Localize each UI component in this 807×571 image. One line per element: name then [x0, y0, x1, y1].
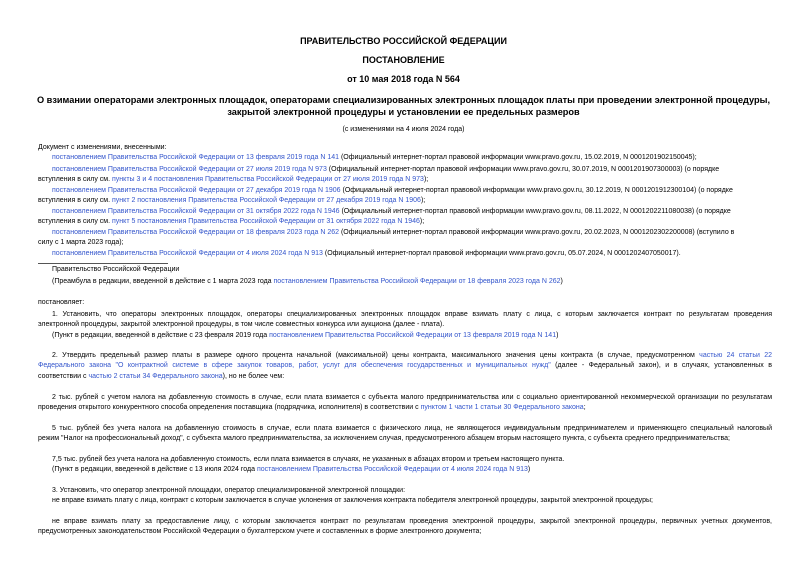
amendment-line: постановлением Правительства Российской Федерации от 13 февраля 2019 года N 141 (Официальный интернет-портал правовой информации www.pravo.gov.ru, 15.02.2019, N 0001201902150045);: [52, 154, 697, 161]
document-title-line2: закрытой электронной процедуры и установлении ее предельных размеров: [227, 107, 580, 117]
paragraph-7-line1: не вправе взимать плату за предоставление лицу, с которым заключается контракт по результатам проведения электронной процедуры, закрытой электронной процедуры, первичных учетных документов,: [52, 518, 772, 525]
amendment-line: постановлением Правительства Российской Федерации от 27 декабря 2019 года N 1906 (Официальный интернет-портал правовой информации www.pravo.gov.ru, 30.12.2019, N 0001201912300104) (о порядке: [52, 187, 733, 194]
government-label: Правительство Российской Федерации: [52, 266, 180, 273]
amendment-line-cont: вступления в силу см. пункт 2 постановления Правительства Российской Федерации от 27 декабря 2019 года N 1906);: [38, 197, 426, 204]
paragraph-1-line2: электронной процедуры, закрытой электронной процедуры, в том числе совместных конкурса или аукциона (далее - плата).: [38, 321, 445, 328]
amendment-line-cont: вступления в силу см. пункты 3 и 4 постановления Правительства Российской Федерации от 27 июля 2019 года N 973);: [38, 176, 429, 183]
federal-law-link[interactable]: Федерального закона "О контрактной системе в сфере закупок товаров, работ, услуг для обеспечения государственных и муниципальных нужд": [38, 362, 551, 369]
law-link[interactable]: частью 24 статьи 22: [699, 352, 772, 359]
paragraph-2-line2: Федерального закона "О контрактной системе в сфере закупок товаров, работ, услуг для обеспечения государственных и муниципальных нужд" (далее - Федеральный закон), и в случаях, установленных в: [38, 362, 772, 369]
document-type: ПОСТАНОВЛЕНИЕ: [362, 55, 445, 65]
preamble-note: (Преамбула в редакции, введенной в действие с 1 марта 2023 года постановлением Правительства Российской Федерации от 18 февраля 2023 года N 262): [52, 278, 563, 285]
amendment-line-cont: силу с 1 марта 2023 года);: [38, 239, 124, 246]
paragraph-4-line1: 5 тыс. рублей без учета налога на добавленную стоимость в случае, если плата взимается с физического лица, не являющегося индивидуальным предпринимателем и применяющего специальный налоговый: [52, 425, 772, 432]
paragraph-6-line2: не вправе взимать плату с лица, контракт с которым заключается в случае уклонения от заключения контракта победителя электронной процедуры, закрытой электронной процедуры;: [52, 497, 653, 504]
amendment-link[interactable]: пункт 2 постановления Правительства Российской Федерации от 27 декабря 2019 года N 1906: [112, 197, 421, 204]
paragraph-1-link[interactable]: постановлением Правительства Российской Федерации от 13 февраля 2019 года N 141: [269, 332, 557, 339]
paragraph-3-line2: проведения открытого конкурентного способа определения поставщика (подрядчика, исполнителя) в соответствии с пунктом 1 части 1 статьи 30 Федерального закона;: [38, 404, 586, 411]
amendment-line: постановлением Правительства Российской Федерации от 31 октября 2022 года N 1946 (Официальный интернет-портал правовой информации www.pravo.gov.ru, 08.11.2022, N 0001202211080038) (о порядке: [52, 208, 731, 215]
law-article-link[interactable]: пунктом 1 части 1 статьи 30 Федерального закона: [420, 404, 584, 411]
preamble-link[interactable]: постановлением Правительства Российской Федерации от 18 февраля 2023 года N 262: [273, 278, 561, 285]
paragraph-5-link[interactable]: постановлением Правительства Российской Федерации от 4 июля 2024 года N 913: [256, 466, 528, 473]
amendments-intro: Документ с изменениями, внесенными:: [38, 144, 167, 151]
paragraph-2-line1: 2. Утвердить предельный размер платы в размере одного процента начальной (максимальной) цены контракта, максимального значения цены контракта (в случае, предусмотренном частью 24 статьи 22: [52, 352, 772, 359]
government-heading: ПРАВИТЕЛЬСТВО РОССИЙСКОЙ ФЕДЕРАЦИИ: [300, 36, 507, 46]
document-title: [0, 94, 807, 118]
amendment-line: постановлением Правительства Российской Федерации от 18 февраля 2023 года N 262 (Официальный интернет-портал правовой информации www.pravo.gov.ru, 20.02.2023, N 0001202302200008) (вступило в: [52, 229, 735, 236]
amendment-link[interactable]: постановлением Правительства Российской Федерации от 18 февраля 2023 года N 262: [52, 229, 339, 236]
amendment-link[interactable]: постановлением Правительства Российской Федерации от 27 декабря 2019 года N 1906: [52, 187, 341, 194]
amendment-link[interactable]: постановлением Правительства Российской Федерации от 4 июля 2024 года N 913: [52, 250, 323, 257]
amendment-link[interactable]: постановлением Правительства Российской Федерации от 13 февраля 2019 года N 141: [52, 154, 339, 161]
paragraph-3-line1: 2 тыс. рублей с учетом налога на добавленную стоимость в случае, если плата взимается с субъекта малого предпринимательства или с социально ориентированной некоммерческой организации по результатам: [52, 394, 772, 401]
amendment-line: постановлением Правительства Российской Федерации от 27 июля 2019 года N 973 (Официальный интернет-портал правовой информации www.pravo.gov.ru, 30.07.2019, N 0001201907300003) (о порядке: [52, 166, 720, 173]
paragraph-1-note: (Пункт в редакции, введенной в действие с 23 февраля 2019 года постановлением Правительства Российской Федерации от 13 февраля 2019 года N 141): [52, 332, 559, 339]
paragraph-5-line1: 7,5 тыс. рублей без учета налога на добавленную стоимость, если плата взимается в случаях, не указанных в абзацах втором и третьем настоящего пункта.: [52, 456, 565, 463]
separator-line: [38, 263, 168, 264]
amendment-link[interactable]: постановлением Правительства Российской Федерации от 31 октября 2022 года N 1946: [52, 208, 340, 215]
paragraph-4-line2: режим "Налог на профессиональный доход", с субъекта малого предпринимательства, за исключением случая, предусмотренного абзацем вторым настоящего пункта, с субъекта среднего предпринимательства;: [38, 435, 730, 442]
amendment-link[interactable]: постановлением Правительства Российской Федерации от 27 июля 2019 года N 973: [52, 166, 327, 173]
decrees-word: постановляет:: [38, 299, 85, 306]
paragraph-1-line1: 1. Установить, что операторы электронных площадок, операторы специализированных электронных площадок вправе взимать плату с лица, с которым заключается контракт по результатам проведения: [52, 311, 772, 318]
law-article-link[interactable]: частью 2 статьи 34 Федерального закона: [88, 373, 223, 380]
document-title-line1: О взимании операторами электронных площадок, операторами специализированных электронных площадок платы при проведении электронной процедуры,: [36, 95, 770, 105]
paragraph-7-line2: предусмотренных законодательством Российской Федерации о бухгалтерском учете и составленных в форме электронного документа;: [38, 528, 482, 535]
edition-note: (с изменениями на 4 июля 2024 года): [342, 126, 465, 133]
paragraph-2-line3: соответствии с частью 2 статьи 34 Федерального закона), но не более чем:: [38, 373, 285, 380]
amendment-line: постановлением Правительства Российской Федерации от 4 июля 2024 года N 913 (Официальный интернет-портал правовой информации www.pravo.gov.ru, 05.07.2024, N 0001202407050017).: [52, 250, 681, 257]
amendment-link[interactable]: пункты 3 и 4 постановления Правительства Российской Федерации от 27 июля 2019 года N 973: [112, 176, 424, 183]
paragraph-6-line1: 3. Установить, что оператор электронной площадки, оператор специализированной электронной площадки:: [52, 487, 406, 494]
document-date-number: от 10 мая 2018 года N 564: [347, 74, 460, 84]
amendment-line-cont: вступления в силу см. пункт 5 постановления Правительства Российской Федерации от 31 октября 2022 года N 1946);: [38, 218, 425, 225]
paragraph-5-note: (Пункт в редакции, введенной в действие с 13 июля 2024 года постановлением Правительства Российской Федерации от 4 июля 2024 года N 913): [52, 466, 531, 473]
amendment-link[interactable]: пункт 5 постановления Правительства Российской Федерации от 31 октября 2022 года N 1946: [112, 218, 420, 225]
